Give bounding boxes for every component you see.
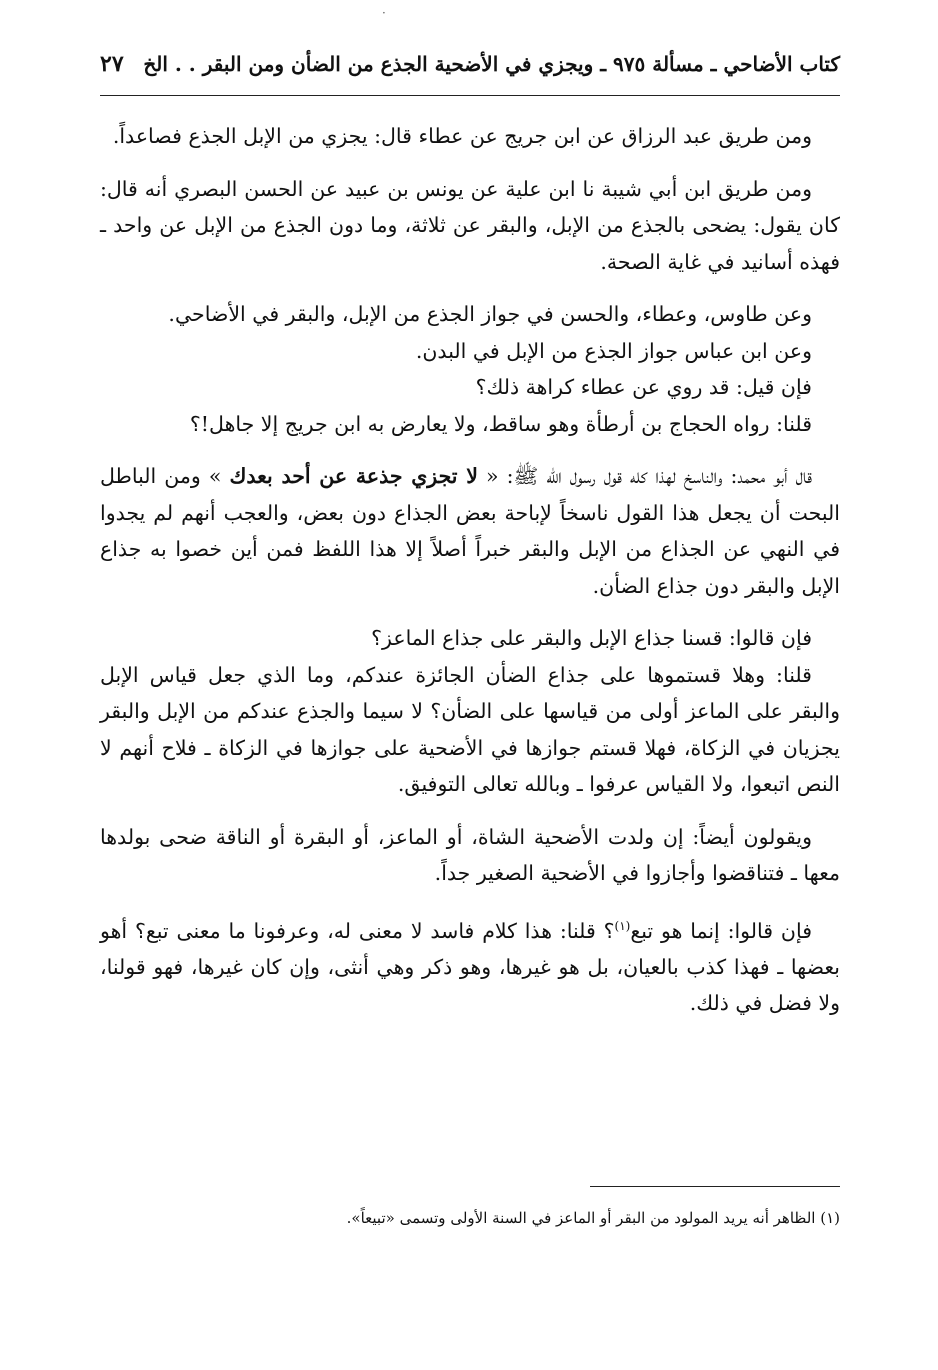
page-header — [100, 44, 840, 84]
paragraph-3: وعن طاوس، وعطاء، والحسن في جواز الجذع من الإبل، والبقر في الأضاحي. — [168, 302, 812, 326]
scan-speck: · — [382, 6, 386, 20]
paragraph-9: قلنا: وهلا قستموها على جذاع الضأن الجائزة عندكم، وما الذي جعل قياس الإبل والبقر على الماعز أولى من قياسها على الضأن؟ لا سيما والجذع عندكم من الإبل والبقر يجزيان في الزكاة، فهلا قستم جوازها في الأضحية على جوازها في الزكاة ـ فلاح أنهم لا النص اتبعوا، ولا القياس عرفوا ـ وبالله تعالى التوفيق. — [100, 662, 840, 796]
paragraph-1: ومن طريق عبد الرزاق عن ابن جريج عن عطاء قال: يجزي من الإبل الجذع فصاعداً. — [112, 124, 812, 148]
paragraph-7-intro: قال أبو محمد: والناسخ لهذا كله قول رسول الله ﷺ: « — [486, 464, 812, 488]
footnote-divider — [590, 1186, 840, 1187]
paragraph-11-rest: ؟ قلنا: هذا كلام فاسد لا معنى له، وعرفونا ما معنى تبع؟ أهو بعضها ـ فهذا كذب بالعيان، بل هو غيرها، وهو ذكر وهي أنثى، وإن كان غيرها، فهو قولنا، ولا فضل في ذلك. — [100, 918, 840, 1016]
paragraph-4: وعن ابن عباس جواز الجذع من الإبل في البدن. — [415, 338, 812, 363]
paragraph-7-rest: » ومن الباطل البحت أن يجعل هذا القول ناسخاً لإباحة بعض الجذاع دون بعض، والعجب أنهم لم يجدوا في النهي عن الجذاع من الإبل والبقر خبراً أصلاً إلا هذا اللفظ فمن أين خصوا به جذاع الإبل والبقر دون جذاع الضأن. — [100, 464, 840, 598]
paragraph-11 — [100, 908, 840, 1022]
page-number: ٢٧ — [100, 51, 124, 77]
paragraph-10: ويقولون أيضاً: إن ولدت الأضحية الشاة، أو الماعز، أو البقرة أو الناقة ضحى بولدها معها ـ فتناقضوا وأجازوا في الأضحية الصغير جداً. — [100, 824, 840, 885]
paragraph-6: قلنا: رواه الحجاج بن أرطأة وهو ساقط، ولا يعارض به ابن جريج إلا جاهل!؟ — [189, 411, 812, 436]
running-title: كتاب الأضاحي ـ مسألة ٩٧٥ ـ ويجزي في الأضحية الجذع من الضأن ومن البقر . . الخ — [143, 52, 840, 76]
paragraph-5: فإن قيل: قد روي عن عطاء كراهة ذلك؟ — [475, 375, 812, 399]
hadith-quote: لا تجزي جذعة عن أحد بعدك — [229, 464, 478, 488]
paragraph-2: ومن طريق ابن أبي شيبة نا ابن علية عن يونس بن عبيد عن الحسن البصري أنه قال: كان يقول: يضحى بالجذع من الإبل، والبقر عن ثلاثة، وما دون الجذع من الإبل عن واحد ـ فهذه أسانيد في غاية الصحة. — [100, 176, 840, 274]
paragraph-11-start: فإن قالوا: إنما هو تبع — [630, 918, 812, 943]
footnote: (١) الظاهر أنه يريد المولود من البقر أو الماعز في السنة الأولى وتسمى «تبيعاً». — [346, 1209, 840, 1227]
main-text — [100, 118, 840, 1038]
paragraph-8: فإن قالوا: قسنا جذاع الإبل والبقر على جذاع الماعز؟ — [371, 626, 812, 650]
header-divider — [100, 95, 840, 96]
paragraph-7 — [100, 458, 840, 604]
footnote-reference: (١) — [614, 918, 631, 933]
